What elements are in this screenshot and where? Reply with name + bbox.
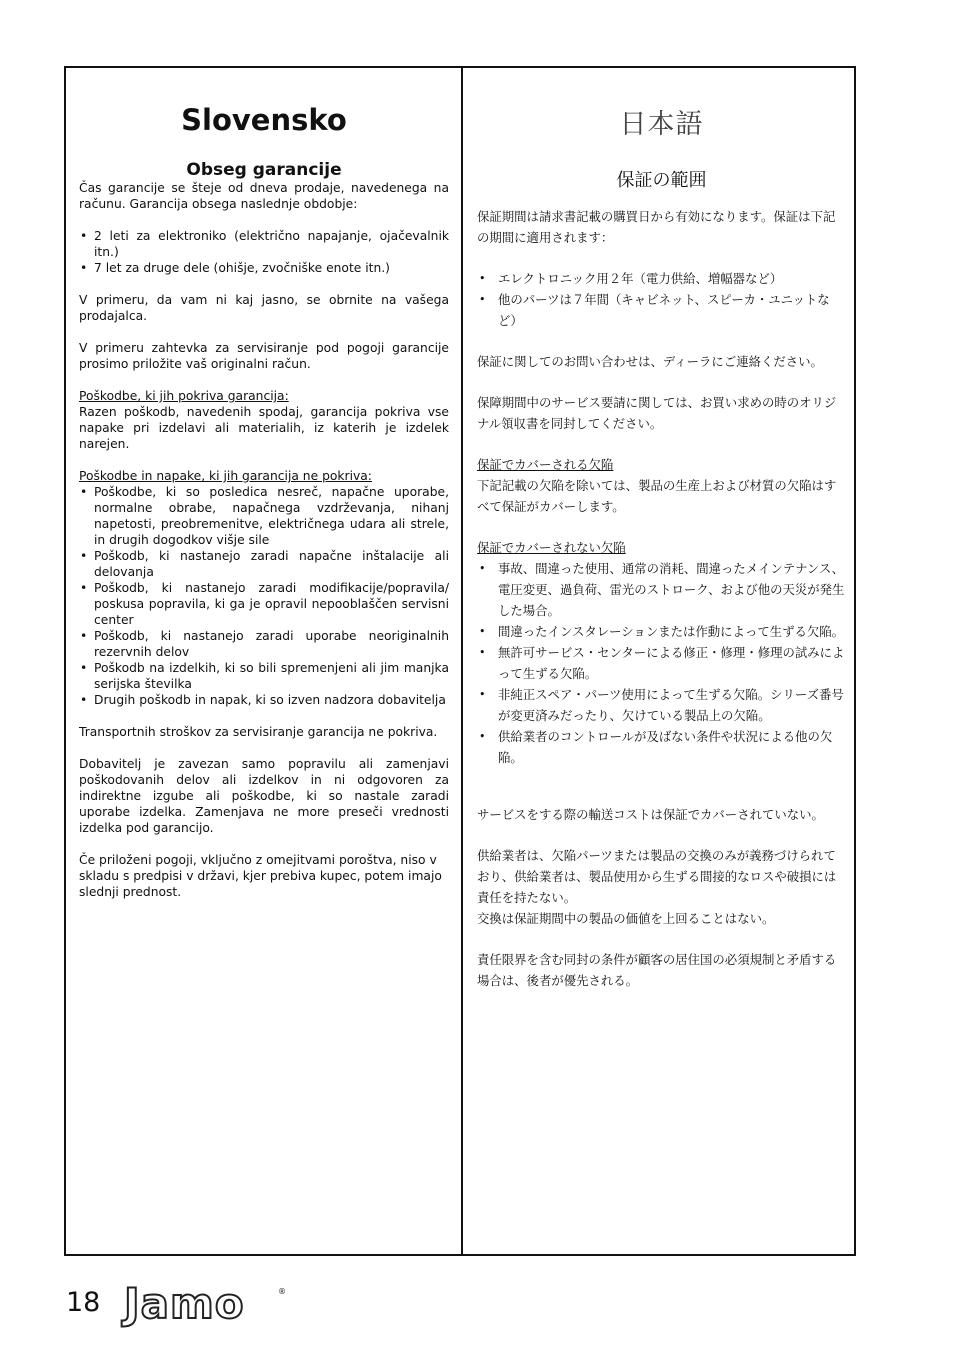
- japanese-body: [477, 206, 846, 991]
- language-title-slovenian: Slovensko: [181, 103, 347, 137]
- covered-paragraph: Razen poškodb, navedenih spodaj, garancija pokriva vse napake pri izdelavi ali materialih, iz katerih je izdelek narejen.: [79, 405, 449, 451]
- law-paragraph: Če priloženi pogoji, vključno z omejitvami poroštva, niso v skladu s predpisi v državi, kjer prebiva kupec, potem imajo slednji prednost.: [79, 853, 442, 899]
- list-item: • 間違ったインスタレーションまたは作動によって生ずる欠陥。: [477, 621, 846, 642]
- period-list: [477, 268, 846, 331]
- not-covered-heading: Poškodbe in napake, ki jih garancija ne pokriva:: [79, 469, 372, 483]
- service-paragraph: 保障期間中のサービス要請に関しては、お買い求めの時のオリジナル領収書を同封してください。: [477, 395, 837, 431]
- language-title-japanese: 日本語: [619, 109, 704, 140]
- slovenian-body: [79, 180, 449, 900]
- liability-paragraph: Dobavitelj je zavezan samo popravilu ali zamenjavi poškodovanih delov ali izdelkov in ni odgovoren za indirektne izgube ali poškodbe, ki so nastale zaradi uporabe izdelka. Zamenjava ne more preseči vrednosti izdelka pod garancijo.: [79, 757, 449, 835]
- registered-mark: ®: [278, 1287, 286, 1296]
- not-covered-heading: 保証でカバーされない欠陥: [477, 540, 626, 555]
- covered-heading: Poškodbe, ki jih pokriva garancija:: [79, 389, 289, 403]
- warranty-frame: [64, 66, 856, 1256]
- intro-paragraph: 保証期間は請求書記載の購買日から有効になります。保証は下記の期間に適用されます：: [477, 209, 836, 245]
- contact-paragraph: 保証に関してのお問い合わせは、ディーラにご連絡ください。: [477, 354, 823, 369]
- slovenian-column: [66, 68, 461, 1254]
- transport-paragraph: Transportnih stroškov za servisiranje garancija ne pokriva.: [79, 725, 438, 739]
- list-item: • 無許可サービス・センターによる修正・修理・修理の試みによって生ずる欠陥。: [477, 642, 846, 684]
- japanese-column: [463, 68, 854, 1254]
- service-paragraph: V primeru zahtevka za servisiranje pod pogoji garancije prosimo priložite vaš originalni račun.: [79, 341, 449, 371]
- section-heading: Obseg garancije: [186, 160, 342, 180]
- law-paragraph: 責任限界を含む同封の条件が顧客の居住国の必須規制と矛盾する場合は、後者が優先される。: [477, 952, 837, 988]
- list-item: • 事故、間違った使用、通常の消耗、間違ったメインテナンス、電圧変更、過負荷、雷光のストローク、および他の天災が発生した場合。: [477, 558, 846, 621]
- list-item: • エレクトロニック用２年（電力供給、増幅器など）: [477, 268, 846, 289]
- section-heading: 保証の範囲: [616, 170, 707, 191]
- list-item: • Poškodbe, ki so posledica nesreč, napačne uporabe, normalne obrabe, napačnega vzdrževanja, nihanj napetosti, preobremenitve, električnega udara ali strele, in drugih dogodkov višje sile: [79, 484, 449, 548]
- list-item: • 7 let za druge dele (ohišje, zvočniške enote itn.): [79, 260, 449, 276]
- liability-paragraph: 供給業者は、欠陥パーツまたは製品の交換のみが義務づけられており、供給業者は、製品使用から生ずる間接的なロスや破損には責任を持たない。: [477, 848, 837, 905]
- list-item: • 非純正スペア・パーツ使用によって生ずる欠陥。シリーズ番号が変更済みだったり、欠けている製品上の欠陥。: [477, 684, 846, 726]
- list-item: • 他のパーツは７年間（キャビネット、スピーカ・ユニットなど）: [477, 289, 846, 331]
- exclusion-list: [477, 558, 846, 768]
- list-item: • Drugih poškodb in napak, ki so izven nadzora dobavitelja: [79, 692, 449, 708]
- list-item: • 2 leti za elektroniko (električno napajanje, ojačevalnik itn.): [79, 228, 449, 260]
- transport-paragraph: サービスをする際の輸送コストは保証でカバーされていない。: [477, 807, 824, 822]
- covered-paragraph: 下記記載の欠陥を除いては、製品の生産上および材質の欠陥はすべて保証がカバーします。: [477, 478, 837, 514]
- replacement-paragraph: 交換は保証期間中の製品の価値を上回ることはない。: [477, 911, 775, 926]
- list-item: • Poškodb, ki nastanejo zaradi napačne inštalacije ali delovanja: [79, 548, 449, 580]
- list-item: • 供給業者のコントロールが及ばない条件や状況による他の欠陥。: [477, 726, 846, 768]
- covered-heading: 保証でカバーされる欠陥: [477, 457, 614, 472]
- list-item: • Poškodb na izdelkih, ki so bili spremenjeni ali jim manjka serijska številka: [79, 660, 449, 692]
- list-item: • Poškodb, ki nastanejo zaradi uporabe neoriginalnih rezervnih delov: [79, 628, 449, 660]
- exclusion-list: [79, 484, 449, 708]
- contact-paragraph: V primeru, da vam ni kaj jasno, se obrnite na vašega prodajalca.: [79, 293, 449, 323]
- jamo-logo: Jamo: [124, 1279, 245, 1328]
- page-number: 18: [66, 1287, 101, 1318]
- list-item: • Poškodb, ki nastanejo zaradi modifikacije/popravila/ poskusa popravila, ki ga je opravil nepooblaščen servisni center: [79, 580, 449, 628]
- period-list: [79, 228, 449, 276]
- intro-paragraph: Čas garancije se šteje od dneva prodaje, navedenega na računu. Garancija obsega naslednje obdobje:: [79, 181, 449, 211]
